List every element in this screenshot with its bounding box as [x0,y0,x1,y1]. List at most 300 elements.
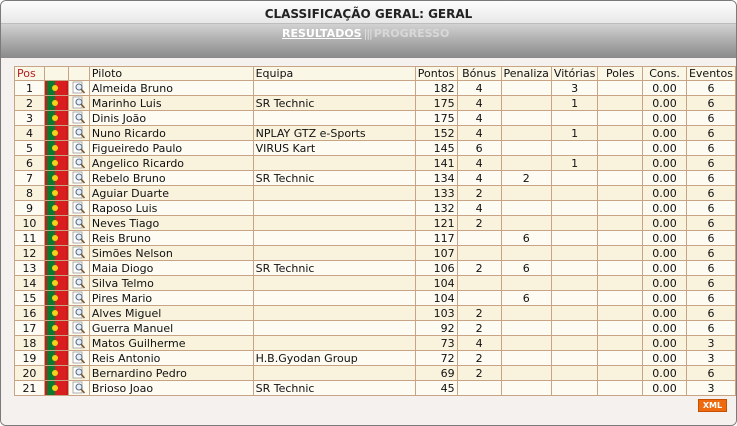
cell-eventos: 6 [686,366,735,381]
cell-eventos: 6 [686,276,735,291]
cell-poles [598,186,643,201]
cell-cons: 0.00 [643,111,687,126]
cell-piloto[interactable]: Brioso Joao [89,381,253,396]
cell-vitorias: 1 [551,156,597,171]
tab-resultados[interactable]: RESULTADOS [282,27,362,40]
table-row [15,156,736,171]
cell-bonus [457,246,501,261]
details-cell[interactable] [68,291,89,306]
portugal-flag-icon [47,171,66,185]
magnifier-icon[interactable] [71,141,87,155]
cell-poles [598,111,643,126]
details-cell[interactable] [68,276,89,291]
cell-eventos: 6 [686,156,735,171]
cell-eventos: 3 [686,336,735,351]
cell-bonus: 4 [457,126,501,141]
table-row [15,351,736,366]
cell-vitorias [551,261,597,276]
cell-penalizacoes [501,216,551,231]
cell-piloto[interactable]: Pires Mario [89,291,253,306]
cell-piloto[interactable]: Neves Tiago [89,216,253,231]
cell-cons: 0.00 [643,276,687,291]
flag-cell [44,216,68,231]
cell-equipa[interactable] [253,81,415,96]
cell-poles [598,261,643,276]
portugal-flag-icon [47,156,66,170]
cell-pontos: 103 [415,306,457,321]
cell-pontos: 73 [415,336,457,351]
flag-cell [44,231,68,246]
cell-vitorias: 3 [551,81,597,96]
cell-pos: 1 [15,81,45,96]
magnifier-icon[interactable] [71,261,87,275]
cell-piloto[interactable]: Matos Guilherme [89,336,253,351]
cell-equipa[interactable]: VIRUS Kart [253,141,415,156]
magnifier-icon[interactable] [71,231,87,245]
details-cell[interactable] [68,111,89,126]
magnifier-icon[interactable] [71,156,87,170]
portugal-flag-icon [47,216,66,230]
cell-pontos: 175 [415,111,457,126]
magnifier-icon[interactable] [71,336,87,350]
cell-pontos: 92 [415,321,457,336]
cell-equipa[interactable] [253,366,415,381]
magnifier-icon[interactable] [71,366,87,380]
cell-poles [598,231,643,246]
cell-pos: 15 [15,291,45,306]
portugal-flag-icon [47,306,66,320]
table-row [15,276,736,291]
table-body [15,81,736,396]
cell-eventos: 6 [686,96,735,111]
cell-pontos: 72 [415,351,457,366]
cell-equipa[interactable]: SR Technic [253,96,415,111]
cell-piloto[interactable]: Maia Diogo [89,261,253,276]
cell-eventos: 6 [686,261,735,276]
table-row [15,261,736,276]
cell-bonus: 2 [457,216,501,231]
cell-pontos: 107 [415,246,457,261]
details-cell[interactable] [68,126,89,141]
cell-vitorias [551,111,597,126]
cell-pos: 3 [15,111,45,126]
cell-cons: 0.00 [643,291,687,306]
details-cell[interactable] [68,156,89,171]
cell-vitorias [551,171,597,186]
details-cell[interactable] [68,231,89,246]
flag-cell [44,366,68,381]
cell-eventos: 6 [686,306,735,321]
cell-pontos: 134 [415,171,457,186]
cell-eventos: 6 [686,126,735,141]
cell-pontos: 121 [415,216,457,231]
magnifier-icon[interactable] [71,81,87,95]
cell-piloto[interactable]: Guerra Manuel [89,321,253,336]
cell-penalizacoes [501,186,551,201]
cell-penalizacoes [501,336,551,351]
details-cell[interactable] [68,81,89,96]
cell-equipa[interactable] [253,291,415,306]
cell-eventos: 6 [686,246,735,261]
cell-poles [598,336,643,351]
cell-eventos: 6 [686,291,735,306]
cell-pontos: 69 [415,366,457,381]
portugal-flag-icon [47,336,66,350]
details-cell[interactable] [68,351,89,366]
cell-vitorias [551,351,597,366]
cell-pos: 19 [15,351,45,366]
cell-penalizacoes: 6 [501,231,551,246]
cell-poles [598,321,643,336]
cell-cons: 0.00 [643,306,687,321]
cell-cons: 0.00 [643,261,687,276]
cell-pos: 21 [15,381,45,396]
cell-poles [598,96,643,111]
tabs-bar [1,24,736,58]
cell-pos: 6 [15,156,45,171]
cell-penalizacoes [501,366,551,381]
cell-equipa[interactable]: SR Technic [253,381,415,396]
details-cell[interactable] [68,96,89,111]
cell-penalizacoes [501,381,551,396]
portugal-flag-icon [47,201,66,215]
cell-vitorias [551,141,597,156]
cell-vitorias [551,306,597,321]
cell-vitorias [551,366,597,381]
cell-bonus: 4 [457,96,501,111]
flag-cell [44,96,68,111]
flag-cell [44,336,68,351]
col-eventos[interactable]: Eventos [686,67,735,81]
details-cell[interactable] [68,171,89,186]
cell-equipa[interactable]: NPLAY GTZ e-Sports [253,126,415,141]
col-pontos[interactable]: Pontos [415,67,457,81]
cell-poles [598,156,643,171]
magnifier-icon[interactable] [71,351,87,365]
portugal-flag-icon [47,351,66,365]
cell-cons: 0.00 [643,201,687,216]
cell-cons: 0.00 [643,381,687,396]
flag-cell [44,186,68,201]
cell-eventos: 6 [686,216,735,231]
cell-poles [598,381,643,396]
cell-piloto[interactable]: Marinho Luis [89,96,253,111]
cell-poles [598,246,643,261]
cell-pos: 16 [15,306,45,321]
cell-cons: 0.00 [643,246,687,261]
cell-piloto[interactable]: Figueiredo Paulo [89,141,253,156]
cell-penalizacoes [501,156,551,171]
cell-eventos: 6 [686,171,735,186]
results-panel [1,58,736,425]
cell-piloto[interactable]: Dinis João [89,111,253,126]
col-cons[interactable]: Cons. [643,67,687,81]
cell-piloto[interactable]: Reis Bruno [89,231,253,246]
table-row [15,366,736,381]
cell-bonus [457,291,501,306]
cell-poles [598,201,643,216]
magnifier-icon[interactable] [71,306,87,320]
cell-penalizacoes [501,201,551,216]
col-equipa[interactable]: Equipa [253,67,415,81]
cell-penalizacoes [501,351,551,366]
cell-bonus: 2 [457,186,501,201]
details-cell[interactable] [68,321,89,336]
portugal-flag-icon [47,321,66,335]
cell-pontos: 175 [415,96,457,111]
magnifier-icon[interactable] [71,216,87,230]
cell-pontos: 104 [415,291,457,306]
cell-pos: 10 [15,216,45,231]
cell-piloto[interactable]: Reis Antonio [89,351,253,366]
cell-eventos: 6 [686,81,735,96]
cell-equipa[interactable] [253,111,415,126]
cell-penalizacoes [501,96,551,111]
cell-equipa[interactable] [253,306,415,321]
cell-cons: 0.00 [643,171,687,186]
cell-cons: 0.00 [643,231,687,246]
cell-cons: 0.00 [643,216,687,231]
cell-bonus: 4 [457,171,501,186]
flag-cell [44,246,68,261]
table-row [15,336,736,351]
cell-equipa[interactable]: SR Technic [253,261,415,276]
cell-bonus: 2 [457,351,501,366]
cell-bonus: 6 [457,141,501,156]
portugal-flag-icon [47,126,66,140]
details-cell[interactable] [68,336,89,351]
cell-piloto[interactable]: Rebelo Bruno [89,171,253,186]
details-cell[interactable] [68,186,89,201]
cell-pos: 2 [15,96,45,111]
cell-equipa[interactable] [253,156,415,171]
cell-penalizacoes: 6 [501,261,551,276]
cell-penalizacoes: 6 [501,291,551,306]
portugal-flag-icon [47,111,66,125]
cell-penalizacoes [501,126,551,141]
details-cell[interactable] [68,216,89,231]
portugal-flag-icon [47,141,66,155]
details-cell[interactable] [68,366,89,381]
cell-bonus: 4 [457,156,501,171]
cell-pos: 13 [15,261,45,276]
flag-cell [44,291,68,306]
cell-poles [598,351,643,366]
cell-equipa[interactable] [253,186,415,201]
cell-pontos: 106 [415,261,457,276]
cell-piloto[interactable]: Aguiar Duarte [89,186,253,201]
portugal-flag-icon [47,276,66,290]
flag-cell [44,81,68,96]
cell-piloto[interactable]: Raposo Luis [89,201,253,216]
cell-equipa[interactable]: H.B.Gyodan Group [253,351,415,366]
cell-vitorias: 1 [551,126,597,141]
cell-piloto[interactable]: Alves Miguel [89,306,253,321]
col-poles[interactable]: Poles [598,67,643,81]
details-cell[interactable] [68,246,89,261]
standings-table [14,66,736,396]
details-cell[interactable] [68,141,89,156]
cell-pos: 20 [15,366,45,381]
cell-bonus: 2 [457,261,501,276]
cell-pontos: 117 [415,231,457,246]
cell-pos: 12 [15,246,45,261]
magnifier-icon[interactable] [71,276,87,290]
portugal-flag-icon [47,246,66,260]
cell-bonus: 2 [457,321,501,336]
cell-penalizacoes [501,111,551,126]
table-row [15,141,736,156]
cell-vitorias [551,291,597,306]
cell-poles [598,81,643,96]
cell-equipa[interactable] [253,246,415,261]
cell-pontos: 133 [415,186,457,201]
col-bonus[interactable]: Bónus [457,67,501,81]
cell-piloto[interactable]: Almeida Bruno [89,81,253,96]
cell-equipa[interactable]: SR Technic [253,171,415,186]
cell-penalizacoes [501,141,551,156]
cell-equipa[interactable] [253,321,415,336]
cell-pontos: 182 [415,81,457,96]
table-row [15,171,736,186]
cell-pos: 8 [15,186,45,201]
cell-equipa[interactable] [253,216,415,231]
cell-equipa[interactable] [253,201,415,216]
portugal-flag-icon [47,291,66,305]
cell-poles [598,306,643,321]
cell-piloto[interactable]: Bernardino Pedro [89,366,253,381]
magnifier-icon[interactable] [71,111,87,125]
portugal-flag-icon [47,381,66,395]
portugal-flag-icon [47,261,66,275]
col-pos: Pos [15,67,45,81]
cell-cons: 0.00 [643,336,687,351]
cell-penalizacoes [501,81,551,96]
cell-vitorias [551,231,597,246]
cell-pos: 4 [15,126,45,141]
cell-penalizacoes: 2 [501,171,551,186]
cell-piloto[interactable]: Silva Telmo [89,276,253,291]
table-row [15,231,736,246]
flag-cell [44,141,68,156]
cell-cons: 0.00 [643,321,687,336]
col-vitorias[interactable]: Vitórias [551,67,597,81]
details-cell[interactable] [68,201,89,216]
table-row [15,381,736,396]
magnifier-icon[interactable] [71,321,87,335]
cell-poles [598,141,643,156]
col-penalizacoes[interactable]: Penaliza [501,67,551,81]
portugal-flag-icon [47,231,66,245]
xml-export-button[interactable]: XML [698,399,727,412]
cell-poles [598,276,643,291]
cell-piloto[interactable]: Nuno Ricardo [89,126,253,141]
cell-cons: 0.00 [643,126,687,141]
cell-vitorias [551,381,597,396]
cell-pontos: 152 [415,126,457,141]
magnifier-icon[interactable] [71,171,87,185]
table-row [15,111,736,126]
col-details [68,67,89,81]
cell-penalizacoes [501,246,551,261]
table-header-row [15,67,736,81]
cell-bonus: 4 [457,336,501,351]
flag-cell [44,156,68,171]
cell-vitorias: 1 [551,96,597,111]
cell-bonus: 2 [457,366,501,381]
flag-cell [44,351,68,366]
cell-eventos: 6 [686,321,735,336]
magnifier-icon[interactable] [71,381,87,395]
portugal-flag-icon [47,186,66,200]
table-row [15,201,736,216]
flag-cell [44,126,68,141]
cell-equipa[interactable] [253,231,415,246]
magnifier-icon[interactable] [71,246,87,260]
flag-cell [44,276,68,291]
tab-progresso[interactable]: PROGRESSO [373,27,450,40]
cell-cons: 0.00 [643,81,687,96]
cell-eventos: 6 [686,111,735,126]
flag-cell [44,321,68,336]
cell-pontos: 141 [415,156,457,171]
cell-cons: 0.00 [643,186,687,201]
table-row [15,291,736,306]
cell-equipa[interactable] [253,276,415,291]
cell-vitorias [551,336,597,351]
table-row [15,306,736,321]
cell-vitorias [551,276,597,291]
cell-penalizacoes [501,306,551,321]
cell-bonus: 4 [457,81,501,96]
cell-pontos: 132 [415,201,457,216]
cell-eventos: 3 [686,381,735,396]
cell-poles [598,126,643,141]
flag-cell [44,171,68,186]
cell-piloto[interactable]: Angelico Ricardo [89,156,253,171]
cell-vitorias [551,201,597,216]
details-cell[interactable] [68,306,89,321]
cell-equipa[interactable] [253,336,415,351]
cell-bonus: 2 [457,306,501,321]
cell-cons: 0.00 [643,156,687,171]
cell-eventos: 6 [686,141,735,156]
table-row [15,126,736,141]
magnifier-icon[interactable] [71,291,87,305]
cell-eventos: 6 [686,201,735,216]
magnifier-icon[interactable] [71,186,87,200]
details-cell[interactable] [68,261,89,276]
col-piloto[interactable]: Piloto [89,67,253,81]
table-row [15,321,736,336]
flag-cell [44,261,68,276]
col-flag [44,67,68,81]
tabs [280,26,451,42]
portugal-flag-icon [47,366,66,380]
cell-pos: 5 [15,141,45,156]
cell-piloto[interactable]: Simões Nelson [89,246,253,261]
cell-pos: 14 [15,276,45,291]
magnifier-icon[interactable] [71,96,87,110]
page-title: CLASSIFICAÇÃO GERAL: GERAL [1,1,736,24]
tab-separator: ||| [363,27,372,40]
magnifier-icon[interactable] [71,126,87,140]
cell-poles [598,366,643,381]
cell-penalizacoes [501,321,551,336]
cell-eventos: 3 [686,351,735,366]
magnifier-icon[interactable] [71,201,87,215]
details-cell[interactable] [68,381,89,396]
